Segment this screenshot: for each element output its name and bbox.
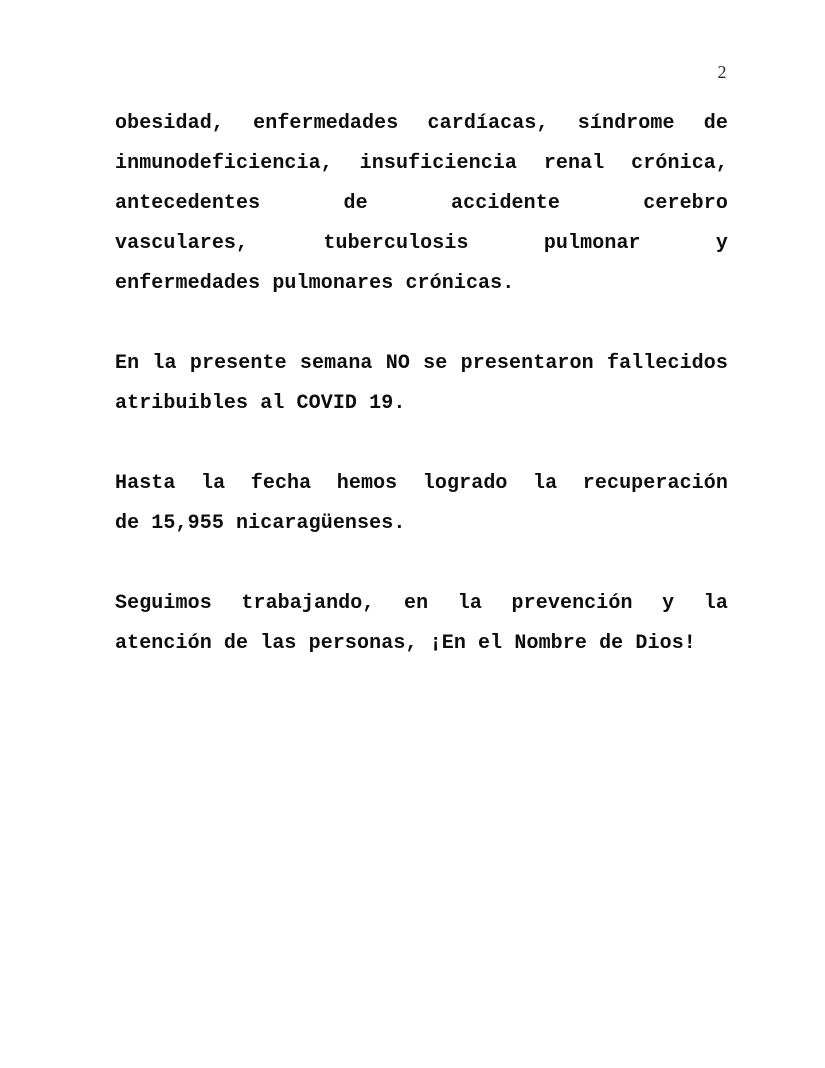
paragraph-closing (115, 584, 728, 664)
document-body (115, 104, 728, 704)
page-number: 2 (717, 62, 727, 82)
text-line: de 15,955 nicaragüenses. (115, 512, 406, 535)
text-line: Seguimos trabajando, en la prevención y la (115, 592, 728, 615)
text-line: antecedentes de accidente cerebro (115, 192, 728, 215)
paragraph-recovered (115, 464, 728, 544)
text-line: En la presente semana NO se presentaron fallecidos (115, 352, 728, 375)
text-line: atención de las personas, ¡En el Nombre de Dios! (115, 632, 696, 655)
text-line: inmunodeficiencia, insuficiencia renal crónica, (115, 152, 728, 175)
paragraph-no-deaths (115, 344, 728, 424)
text-line: atribuibles al COVID 19. (115, 392, 406, 415)
text-line: enfermedades pulmonares crónicas. (115, 272, 515, 295)
text-line: Hasta la fecha hemos logrado la recuperación (115, 472, 728, 495)
paragraph-comorbidities (115, 104, 728, 304)
text-line: obesidad, enfermedades cardíacas, síndrome de (115, 112, 728, 135)
text-line: vasculares, tuberculosis pulmonar y (115, 232, 728, 255)
